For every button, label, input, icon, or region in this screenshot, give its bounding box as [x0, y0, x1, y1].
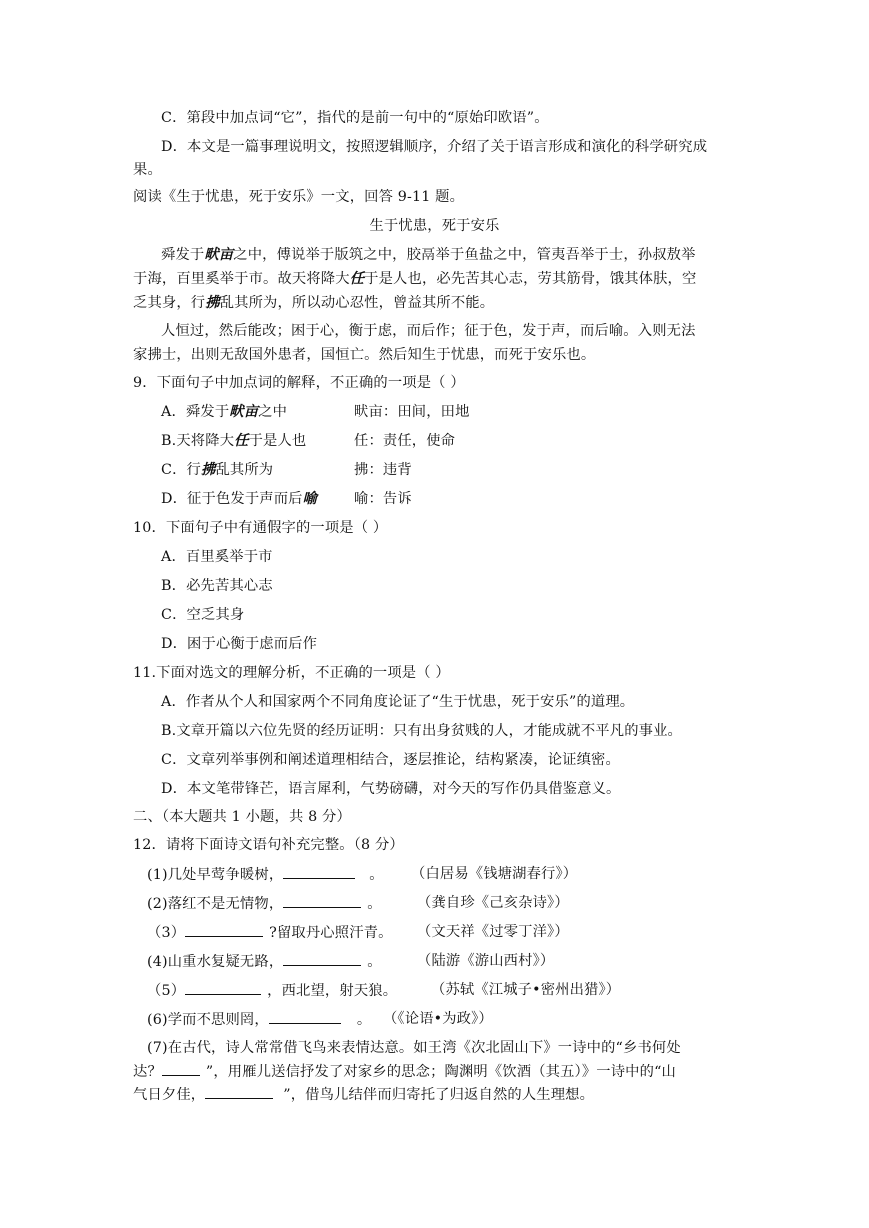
- prev-option-c: C．第段中加点词“它”，指代的是前一句中的“原始印欧语”。: [161, 110, 549, 126]
- answer-blank[interactable]: [185, 979, 261, 995]
- question-10-option-b: B．必先苦其心志: [161, 578, 273, 594]
- question-9-stem: 9．下面句子中加点词的解释，不正确的一项是（ ）: [133, 375, 465, 391]
- question-9-option-c: C．行拂乱其所为 拂：违背: [161, 459, 661, 481]
- answer-blank[interactable]: [185, 921, 263, 937]
- question-10-option-d: D．困于心衡于虑而后作: [161, 636, 318, 652]
- fill-blank-7-line2: 达？ ”，用雁儿送信抒发了对家乡的思念；陶渊明《饮酒（其五）》一诗中的“山: [133, 1060, 676, 1083]
- question-11-option-a: A．作者从个人和国家两个不同角度论证了“生于忧患，死于安乐”的道理。: [161, 694, 635, 710]
- answer-blank[interactable]: [205, 1083, 273, 1099]
- question-9-option-a: A．舜发于畎亩之中 畎亩：田间，田地: [161, 401, 661, 423]
- question-9-option-b: B.天将降大任于是人也 任：责任，使命: [161, 430, 661, 452]
- option-a-gloss: 畎亩：田间，田地: [354, 404, 470, 420]
- option-d-gloss: 喻：告诉: [354, 491, 412, 507]
- question-11-option-d: D．本文笔带锋芒，语言犀利，气势磅礴，对今天的写作仍具借鉴意义。: [161, 781, 621, 797]
- question-10-option-c: C．空乏其身: [161, 607, 245, 623]
- question-12-stem: 12．请将下面诗文语句补充完整。（8 分）: [133, 837, 404, 853]
- fill-blank-7-line1: (7)在古代，诗人常常借飞鸟来表情达意。如王湾《次北固山下》一诗中的“乡书何处: [147, 1040, 681, 1056]
- dotted-word: 拂: [200, 462, 216, 478]
- fill-blank-4: (4)山重水复疑无路， 。: [147, 950, 382, 973]
- answer-blank[interactable]: [283, 950, 361, 966]
- dotted-word: 拂: [205, 295, 220, 311]
- dotted-word: 任: [234, 433, 249, 449]
- dotted-word: 畎亩: [229, 404, 259, 420]
- fill-blank-7-line3: 气日夕佳， ”，借鸟儿结伴而归寄托了归返自然的人生理想。: [133, 1083, 594, 1106]
- prev-option-d: D．本文是一篇事理说明文，按照逻辑顺序，介绍了关于语言形成和演化的科学研究成: [161, 139, 708, 155]
- reading-instruction: 阅读《生于忧患，死于安乐》一文，回答 9-11 题。: [133, 189, 465, 205]
- fill-blank-2-source: （龚自珍《己亥杂诗》）: [417, 895, 569, 911]
- fill-blank-4-source: （陆游《游山西村》）: [417, 953, 555, 969]
- option-c-gloss: 拂：违背: [354, 462, 412, 478]
- answer-blank[interactable]: [269, 1008, 341, 1024]
- question-11-option-b: B.文章开篇以六位先贤的经历证明：只有出身贫贱的人，才能成就不平凡的事业。: [161, 723, 682, 739]
- fill-blank-6-source: （《论语•为政》）: [383, 1011, 493, 1027]
- question-11-stem: 11.下面对选文的理解分析，不正确的一项是（ ）: [133, 665, 450, 681]
- passage-para2-line1: 人恒过，然后能改；困于心，衡于虑，而后作；征于色，发于声，而后喻。入则无法: [161, 323, 696, 339]
- passage-para1-line1: 舜发于畎亩之中，傅说举于版筑之中，胶鬲举于鱼盐之中，管夷吾举于士，孙叔敖举: [161, 247, 696, 263]
- option-b-gloss: 任：责任，使命: [354, 433, 456, 449]
- fill-blank-2: (2)落红不是无情物， 。: [147, 892, 382, 915]
- answer-blank[interactable]: [283, 892, 361, 908]
- answer-blank[interactable]: [283, 863, 355, 879]
- prev-option-d-cont: 果。: [133, 162, 162, 178]
- question-10-option-a: A．百里奚举于市: [161, 549, 273, 565]
- fill-blank-6: (6)学而不思则罔， 。: [147, 1008, 371, 1031]
- passage-para1-line3: 乏其身，行拂乱其所为，所以动心忍性，曾益其所不能。: [133, 295, 495, 311]
- passage-para2-line2: 家拂士，出则无敌国外患者，国恒亡。然后知生于忧患，而死于安乐也。: [133, 347, 596, 363]
- passage-para1-line2: 于海，百里奚举于市。故天将降大任于是人也，必先苦其心志，劳其筋骨，饿其体肤，空: [133, 271, 697, 287]
- passage-title: 生于忧患，死于安乐: [369, 218, 500, 234]
- question-11-option-c: C．文章列举事例和阐述道理相结合，逐层推论，结构紧凑，论证缜密。: [161, 752, 620, 768]
- dotted-word: 畎亩: [204, 247, 234, 263]
- fill-blank-5: （5） ，西北望，射天狼。: [147, 979, 397, 1002]
- question-9-option-d: D．征于色发于声而后喻 喻：告诉: [161, 488, 661, 510]
- fill-blank-3: （3） ?留取丹心照汗青。: [147, 921, 393, 944]
- answer-blank[interactable]: [162, 1060, 200, 1076]
- section-2-heading: 二、（本大题共 1 小题，共 8 分）: [133, 809, 351, 825]
- fill-blank-1-source: （白居易《钱塘湖春行》）: [411, 866, 578, 882]
- question-10-stem: 10．下面句子中有通假字的一项是（ ）: [133, 520, 388, 536]
- dotted-word: 任: [349, 271, 365, 287]
- fill-blank-3-source: （文天祥《过零丁洋》）: [417, 924, 569, 940]
- fill-blank-5-source: （苏轼《江城子•密州出猎》）: [431, 982, 621, 998]
- fill-blank-1: (1)几处早莺争暖树， 。: [147, 863, 384, 886]
- dotted-word: 喻: [302, 491, 318, 507]
